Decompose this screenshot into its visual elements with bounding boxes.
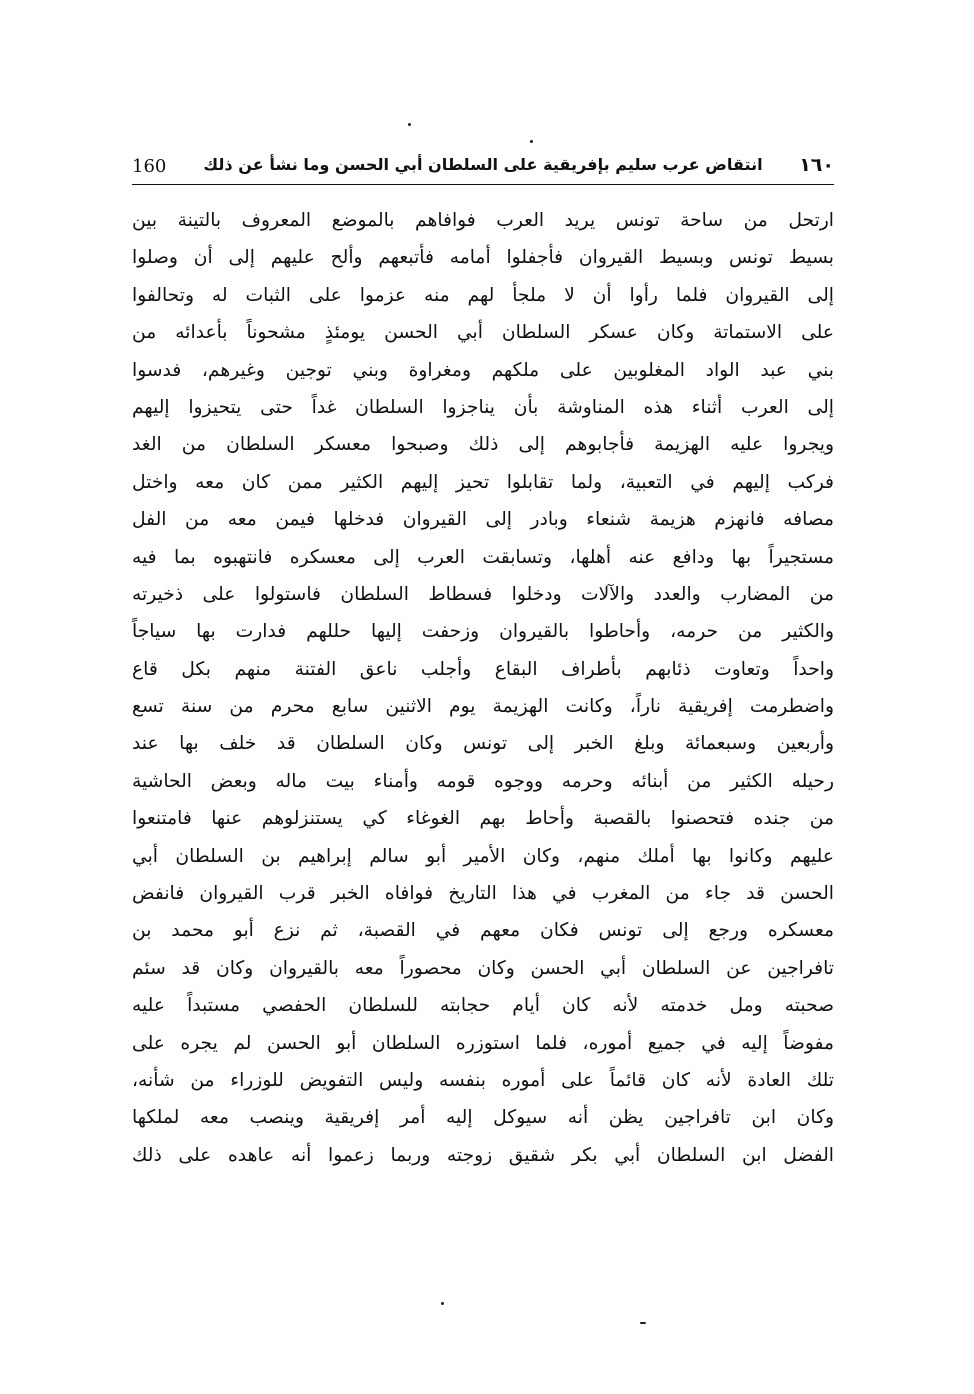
running-header: [132, 150, 834, 185]
text-line: والكثير من حرمه، وأحاطوا بالقيروان وزحفت إليها حللهم فدارت بها سياجاً: [132, 621, 834, 643]
text-line: فركب إليهم في التعبية، ولما تقابلوا تحيز إليهم الكثير ممن كان معه واختل: [132, 471, 834, 493]
body-text: [132, 202, 834, 1174]
text-line: واضطرمت إفريقية ناراً، وكانت الهزيمة يوم الاثنين سابع محرم من سنة تسع: [132, 696, 834, 718]
text-line: وكان ابن تافراجين يظن أنه سيوكل إليه أمر إفريقية وينصب معه لملكها: [132, 1107, 834, 1129]
text-line: صحبته ومل خدمته لأنه كان أيام حجابته للسلطان الحفصي مستبداً عليه: [132, 995, 834, 1017]
text-line: تافراجين عن السلطان أبي الحسن وكان محصوراً معه بالقيروان وكان قد سئم: [132, 957, 834, 979]
text-line: تلك العادة لأنه كان قائماً على أموره بنفسه وليس التفويض للوزراء من شأنه،: [132, 1069, 834, 1091]
text-line: بسيط تونس وبسيط القيروان فأجفلوا أمامه فأتبعهم وألح عليهم إلى أن وصلوا: [132, 247, 834, 269]
scan-speck: [640, 1322, 646, 1324]
text-line: من جنده فتحصنوا بالقصبة وأحاط بهم الغوغاء كي يستنزلوهم عنها فامتنعوا: [132, 808, 834, 830]
text-line: الحسن قد جاء من المغرب في هذا التاريخ فوافاه الخبر قرب القيروان فانفض: [132, 883, 834, 905]
text-line: مستجيراً بها ودافع عنه أهلها، وتسابقت العرب إلى معسكره فانتهبوه بما فيه: [132, 546, 834, 568]
text-line: إلى القيروان فلما رأوا أن لا ملجأ لهم منه عزموا على الثبات له وتحالفوا: [132, 284, 834, 306]
text-line: الفضل ابن السلطان أبي بكر شقيق زوجته وربما زعموا أنه عاهده على ذلك: [132, 1144, 834, 1166]
text-line: على الاستماتة وكان عسكر السلطان أبي الحسن يومئذٍ مشحوناً بأعدائه من: [132, 322, 834, 344]
text-line: مفوضاً إليه في جميع أموره، فلما استوزره السلطان أبو الحسن لم يجره على: [132, 1032, 834, 1054]
text-line: وأربعين وسبعمائة وبلغ الخبر إلى تونس وكان السلطان قد خلف بها عند: [132, 733, 834, 755]
text-line: مصافه فانهزم هزيمة شنعاء وبادر إلى القيروان فدخلها فيمن معه من الفل: [132, 509, 834, 531]
scan-speck: [530, 140, 533, 143]
text-line: معسكره ورجع إلى تونس فكان معهم في القصبة، ثم نزع أبو محمد بن: [132, 920, 834, 942]
text-line: ويجروا عليه الهزيمة فأجابوهم إلى ذلك وصبحوا معسكر السلطان من الغد: [132, 434, 834, 456]
page-number-arabic: ١٦٠: [799, 154, 834, 176]
scan-speck: [408, 123, 411, 126]
page-number-latin: 160: [132, 156, 167, 177]
text-line: عليهم وكانوا بها أملك منهم، وكان الأمير أبو سالم إبراهيم بن السلطان أبي: [132, 845, 834, 867]
text-line: بني عبد الواد المغلوبين على ملكهم ومغراوة وبني توجين وغيرهم، فدسوا: [132, 359, 834, 381]
text-line: رحيله الكثير من أبنائه وحرمه ووجوه قومه وأمناء بيت ماله وبعض الحاشية: [132, 770, 834, 792]
text-line: إلى العرب أثناء هذه المناوشة بأن يناجزوا السلطان غداً حتى يتحيزوا إليهم: [132, 396, 834, 418]
scan-speck: [441, 1302, 444, 1305]
text-line: من المضارب والعدد والآلات ودخلوا فسطاط السلطان فاستولوا على ذخيرته: [132, 583, 834, 605]
text-line: ارتحل من ساحة تونس يريد العرب فوافاهم بالموضع المعروف بالتينة بين: [132, 210, 834, 231]
running-title: انتقاض عرب سليم بإفريقية على السلطان أبي الحسن وما نشأ عن ذلك: [203, 155, 763, 174]
text-line: واحداً وتعاوت ذئابهم بأطراف البقاع وأجلب ناعق الفتنة منهم بكل قاع: [132, 658, 834, 680]
